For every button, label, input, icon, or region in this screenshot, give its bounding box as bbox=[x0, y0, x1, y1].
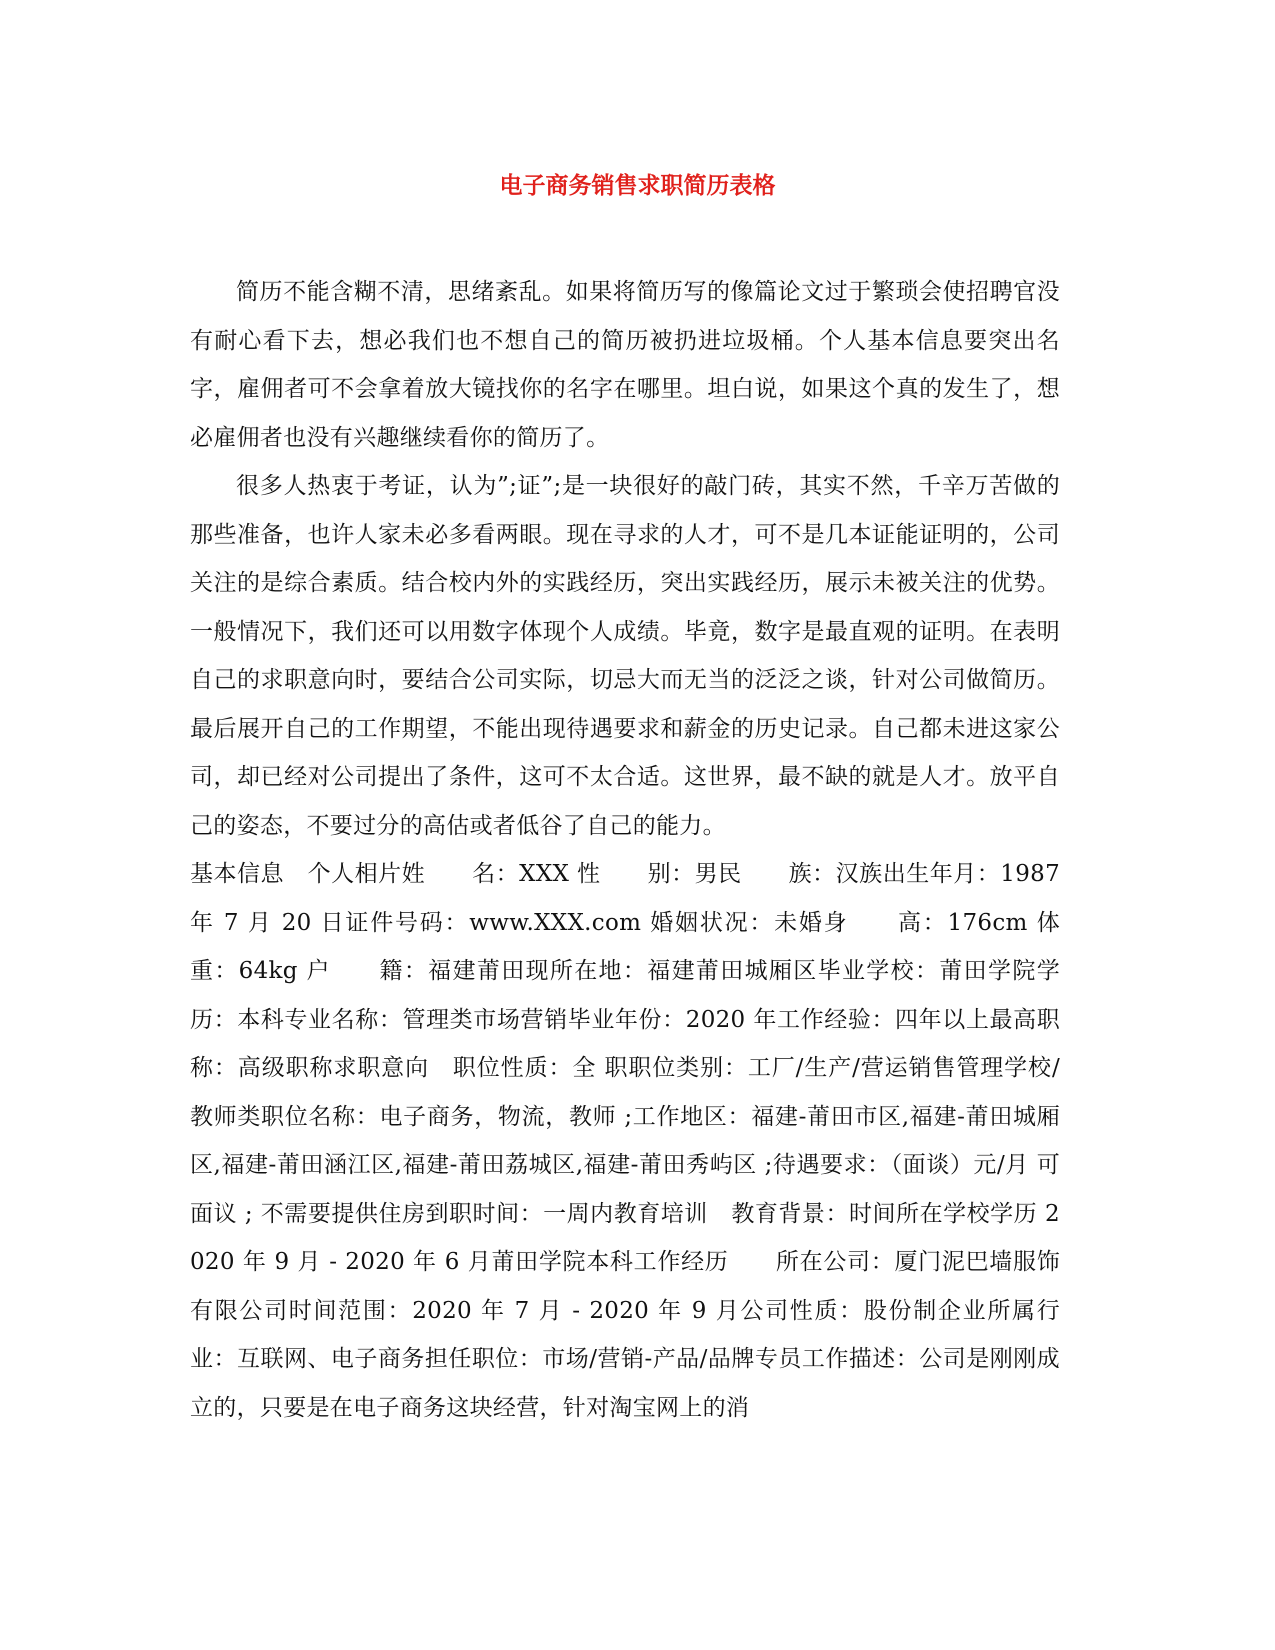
paragraph-certificates: 很多人热衷于考证，认为”;证”;是一块很好的敲门砖，其实不然，千辛万苦做的那些准备，也许人家未必多看两眼。现在寻求的人才，可不是几本证能证明的，公司关注的是综合素质。结合校内外的实践经历，突出实践经历，展示未被关注的优势。一般情况下，我们还可以用数字体现个人成绩。毕竟，数字是最直观的证明。在表明自己的求职意向时，要结合公司实际，切忌大而无当的泛泛之谈，针对公司做简历。最后展开自己的工作期望，不能出现待遇要求和薪金的历史记录。自己都未进这家公司，却已经对公司提出了条件，这可不太合适。这世界，最不缺的就是人才。放平自己的姿态，不要过分的高估或者低谷了自己的能力。 bbox=[190, 473, 1060, 839]
document-title: 电子商务销售求职简历表格 bbox=[499, 172, 776, 199]
resume-info-block: 基本信息 个人相片姓 名：XXX 性 别：男民 族：汉族出生年月：1987 年 7 月 20 日证件号码：www.XXX.com 婚姻状况：未婚身 高：176cm 体 重：64kg 户 籍：福建莆田现所在地：福建莆田城厢区毕业学校：莆田学院学历：本科专业名称：管理类市场营销毕业年份：2020 年工作经验：四年以上最高职称：高级职称求职意向 职位性质：全 职职位类别：工厂/生产/营运销售管理学校/教师类职位名称：电子商务，物流，教师 ;工作地区：福建-莆田市区,福建-莆田城厢区,福建-莆田涵江区,福建-莆田荔城区,福建-莆田秀屿区 ;待遇要求：（面谈）元/月 可面议 ; 不需要提供住房到职时间：一周内教育培训 教育背景：时间所在学校学历 2020 年 9 月 - 2020 年 6 月莆田学院本科工作经历 所在公司：厦门泥巴墙服饰有限公司时间范围：2020 年 7 月 - 2020 年 9 月公司性质：股份制企业所属行业：互联网、电子商务担任职位：市场/营销-产品/品牌专员工作描述：公司是刚刚成立的，只要是在电子商务这块经营，针对淘宝网上的消 bbox=[190, 861, 1107, 1421]
document-body bbox=[190, 268, 1107, 1432]
paragraph-resume-clarity: 简历不能含糊不清，思绪紊乱。如果将简历写的像篇论文过于繁琐会使招聘官没有耐心看下去，想必我们也不想自己的简历被扔进垃圾桶。个人基本信息要突出名字，雇佣者可不会拿着放大镜找你的名字在哪里。坦白说，如果这个真的发生了，想必雇佣者也没有兴趣继续看你的简历了。 bbox=[190, 279, 1060, 451]
